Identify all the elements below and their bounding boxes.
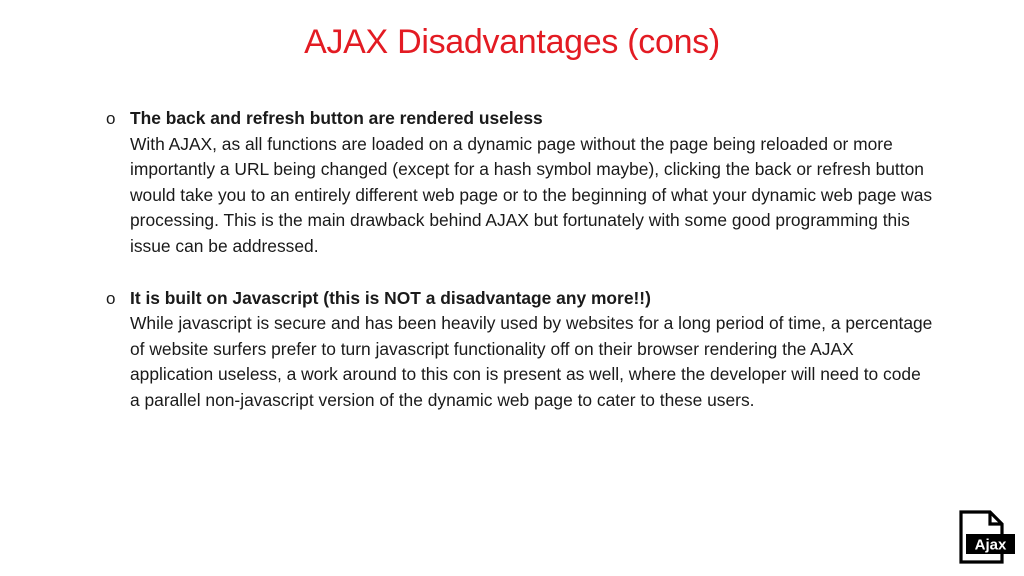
bullet-marker-icon: o [106,109,116,128]
bullet-heading: The back and refresh button are rendered useless [130,108,543,128]
ajax-file-icon [958,510,1016,564]
bullet-body: With AJAX, as all functions are loaded on a dynamic page without the page being reloaded or more importantly a URL being changed (except for a hash symbol maybe), clicking the back or refresh button would take you to an entirely different web page or to the beginning of what your dynamic web page was processing. This is the main drawback behind AJAX but fortunately with some good programming this issue can be addressed. [130,133,933,256]
logo-text: Ajax [974,536,1007,554]
bullet-item-back-refresh [104,106,934,260]
bullet-heading: It is built on Javascript (this is NOT a disadvantage any more!!) [130,287,651,308]
bullet-list [104,106,934,440]
bullet-body: While javascript is secure and has been heavily used by websites for a long period of time, a percentage of website surfers prefer to turn javascript functionality off on their browser rendering the AJAX application useless, a work around to this con is present as well, where the developer will need to code a parallel non-javascript version of the dynamic web page to cater to these users. [130,313,933,410]
slide-title: AJAX Disadvantages (cons) [304,23,720,61]
bullet-marker-icon: o [106,288,116,308]
bullet-item-javascript [104,286,934,414]
